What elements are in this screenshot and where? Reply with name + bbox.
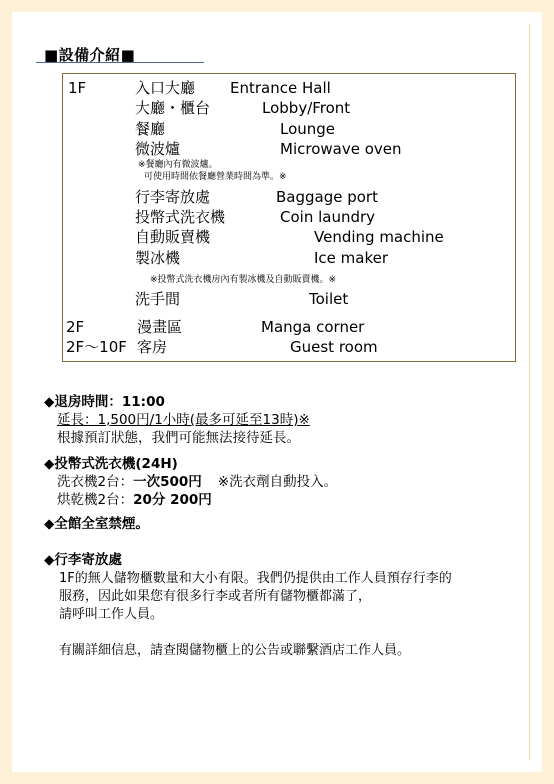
dryer-label: 烘乾機2台： — [57, 492, 134, 508]
facility-en: Manga corner — [261, 318, 365, 336]
microwave-note: ※餐廳內有微波爐。 — [138, 160, 218, 170]
facility-zh: 客房 — [137, 338, 168, 356]
facility-en: Lobby/Front — [262, 99, 351, 117]
floor-label-1f: 1F — [68, 79, 87, 97]
facility-zh: 餐廳 — [135, 120, 166, 138]
baggage-title — [44, 551, 122, 569]
facility-zh: 漫畫區 — [137, 318, 183, 336]
washer-label: 洗衣機2台： — [57, 474, 134, 490]
heading-underline — [36, 62, 204, 63]
dryer-price: 20分 200円 — [133, 492, 212, 508]
laundry-note: ※投幣式洗衣機房內有製冰機及自動販賣機。※ — [150, 275, 337, 285]
baggage-line-3: 請呼叫工作人員。 — [59, 607, 164, 622]
facility-zh: 行李寄放處 — [135, 188, 211, 206]
no-smoking — [44, 515, 149, 533]
facility-en: Coin laundry — [280, 208, 376, 226]
checkout-extension: 延長：1,500円/1小時(最多可延至13時)※ — [57, 412, 310, 428]
facility-zh: 微波爐 — [135, 140, 181, 158]
facility-en: Ice maker — [314, 249, 389, 267]
facility-zh: 自動販賣機 — [135, 228, 211, 246]
laundry-title — [44, 455, 178, 473]
facility-en: Toilet — [309, 290, 349, 308]
laundry-title-text: ◆投幣式洗衣機(24H) — [44, 456, 178, 472]
facility-en: Vending machine — [314, 228, 444, 246]
checkout-title-label: ◆退房時間： — [44, 394, 122, 410]
washer-note: ※洗衣劑自動投入。 — [217, 474, 338, 490]
baggage-line-2: 服務，因此如果您有很多行李或者所有儲物櫃都滿了， — [59, 589, 372, 604]
facility-zh: 入口大廳 — [135, 79, 196, 97]
facility-zh: 投幣式洗衣機 — [135, 208, 226, 226]
facility-zh: 製冰機 — [135, 249, 181, 267]
facility-zh: 大廳・櫃台 — [135, 99, 211, 117]
baggage-line-1: 1F的無人儲物櫃數量和大小有限。我們仍提供由工作人員預存行李的 — [59, 571, 452, 586]
facility-en: Guest room — [290, 338, 378, 356]
facility-en: Baggage port — [276, 188, 378, 206]
no-smoking-text: ◆全館全室禁煙。 — [44, 516, 149, 532]
checkout-note: 根據預訂狀態，我們可能無法接待延長。 — [57, 430, 300, 446]
section-heading: ■設備介紹■ — [44, 46, 136, 64]
checkout-time: 11:00 — [121, 394, 165, 410]
checkout-title — [44, 393, 165, 411]
facility-en: Microwave oven — [280, 140, 402, 158]
facility-en: Entrance Hall — [230, 79, 331, 97]
washer-line — [57, 473, 337, 491]
floor-label-2f: 2F — [66, 318, 85, 336]
facility-en: Lounge — [280, 120, 336, 138]
washer-price: 一次500円 — [133, 474, 202, 490]
baggage-title-text: ◆行李寄放處 — [44, 552, 122, 568]
baggage-line-4: 有關詳細信息，請查閱儲物櫃上的公告或聯繫酒店工作人員。 — [59, 643, 411, 658]
floor-label-2f-10f: 2F～10F — [66, 338, 127, 356]
facility-zh: 洗手間 — [135, 290, 181, 308]
microwave-note: 可使用時間依餐廳營業時間為準。※ — [144, 172, 287, 182]
dryer-line — [57, 491, 212, 509]
